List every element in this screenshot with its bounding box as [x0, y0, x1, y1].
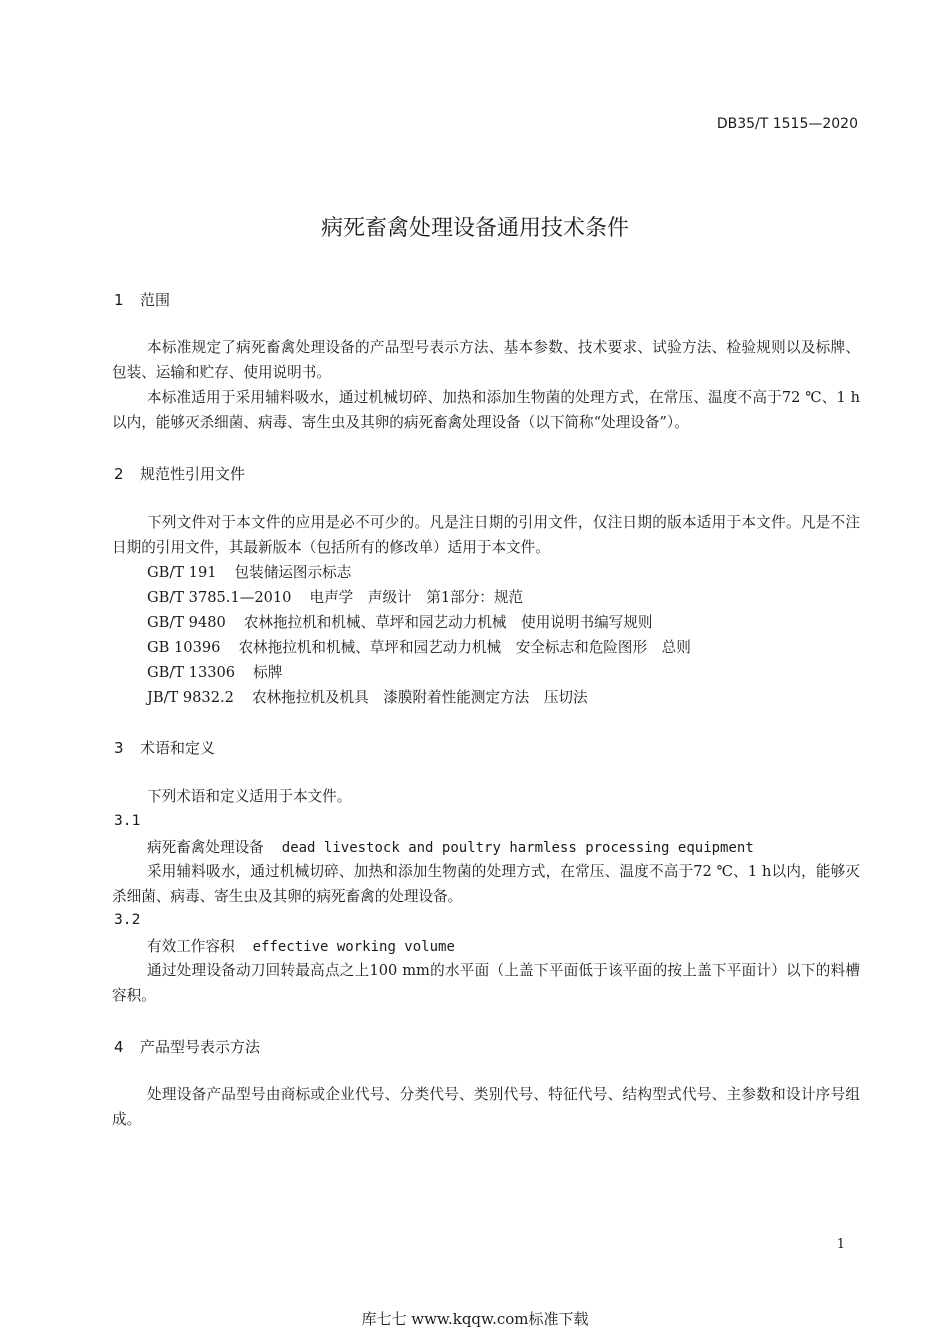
- section-number: 1: [114, 291, 124, 309]
- reference-item: [147, 610, 652, 635]
- paragraph: 下列术语和定义适用于本文件。: [147, 788, 352, 805]
- term-heading: [147, 836, 754, 857]
- term-name-en: dead livestock and poultry harmless processing equipment: [281, 840, 754, 856]
- term-number: 3.2: [114, 911, 141, 928]
- reference-code: JB/T 9832.2: [147, 689, 234, 706]
- section-heading-normative-references: [114, 463, 245, 484]
- reference-item: [147, 685, 588, 710]
- section-heading-model: [114, 1036, 260, 1057]
- term-name-cn: 病死畜禽处理设备: [147, 839, 264, 856]
- section-number: 4: [114, 1038, 124, 1056]
- reference-item: [147, 635, 691, 660]
- page-number: 1: [836, 1237, 845, 1252]
- reference-code: GB/T 3785.1—2010: [147, 589, 292, 606]
- section-number: 3: [114, 739, 124, 757]
- footer-watermark: 库七七 www.kqqw.com标准下载: [361, 1310, 589, 1328]
- section-number: 2: [114, 465, 124, 483]
- section-title: 术语和定义: [140, 739, 216, 757]
- term-number: 3.1: [114, 812, 141, 829]
- term-name-cn: 有效工作容积: [147, 938, 235, 955]
- reference-title: 电声学 声级计 第1部分：规范: [309, 589, 524, 606]
- section-title: 范围: [140, 291, 171, 309]
- term-definition: 采用辅料吸水，通过机械切碎、加热和添加生物菌的处理方式，在常压、温度不高于72 ℃、1 h以内，能够灭杀细菌、病毒、寄生虫及其卵的病死畜禽的处理设备。: [112, 863, 860, 905]
- paragraph: 本标准规定了病死畜禽处理设备的产品型号表示方法、基本参数、技术要求、试验方法、检验规则以及标牌、包装、运输和贮存、使用说明书。: [112, 339, 860, 381]
- section-title: 规范性引用文件: [140, 465, 246, 483]
- reference-title: 农林拖拉机和机械、草坪和园艺动力机械 使用说明书编写规则: [243, 614, 653, 631]
- reference-item: [147, 660, 282, 685]
- reference-title: 农林拖拉机和机械、草坪和园艺动力机械 安全标志和危险图形 总则: [238, 639, 691, 656]
- reference-code: GB 10396: [147, 639, 221, 656]
- reference-title: 农林拖拉机及机具 漆膜附着性能测定方法 压切法: [251, 689, 588, 706]
- reference-code: GB/T 13306: [147, 664, 236, 681]
- standard-number: DB35/T 1515—2020: [716, 116, 858, 132]
- term-heading: [147, 935, 455, 956]
- reference-title: 标牌: [253, 664, 283, 681]
- paragraph: 处理设备产品型号由商标或企业代号、分类代号、类别代号、特征代号、结构型式代号、主参数和设计序号组成。: [112, 1086, 860, 1128]
- reference-item: [147, 560, 351, 585]
- section-title: 产品型号表示方法: [140, 1038, 261, 1056]
- section-heading-scope: [114, 289, 170, 310]
- term-name-en: effective working volume: [252, 939, 455, 955]
- paragraph: 下列文件对于本文件的应用是必不可少的。凡是注日期的引用文件，仅注日期的版本适用于本文件。凡是不注日期的引用文件，其最新版本（包括所有的修改单）适用于本文件。: [112, 514, 860, 556]
- term-definition: 通过处理设备动刀回转最高点之上100 mm的水平面（上盖下平面低于该平面的按上盖下平面计）以下的料槽容积。: [112, 962, 860, 1004]
- reference-code: GB/T 191: [147, 564, 217, 581]
- reference-title: 包装储运图示标志: [234, 564, 352, 581]
- section-heading-terms: [114, 737, 215, 758]
- reference-code: GB/T 9480: [147, 614, 226, 631]
- reference-item: [147, 585, 523, 610]
- document-title: 病死畜禽处理设备通用技术条件: [320, 216, 629, 241]
- paragraph: 本标准适用于采用辅料吸水，通过机械切碎、加热和添加生物菌的处理方式，在常压、温度不高于72 ℃、1 h以内，能够灭杀细菌、病毒、寄生虫及其卵的病死畜禽处理设备（以下简称“处理设备”）。: [112, 389, 860, 431]
